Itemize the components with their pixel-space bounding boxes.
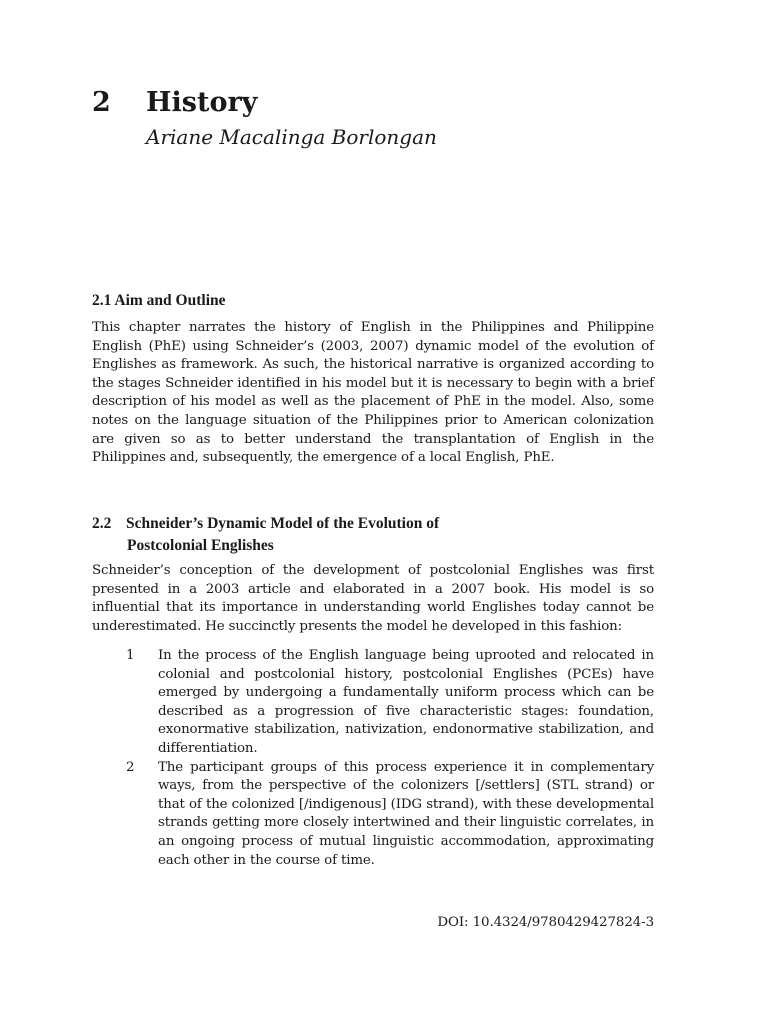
list-item-number: 2 [126,759,135,775]
list-item [124,647,654,759]
paragraph-aim-outline: This chapter narrates the history of English in the Philippines and Philippine English (PhE) using Schneider’s (2003, 2007) dynamic model of the evolution of Englishes as framework. As such, the historical narrative is organized according to the stages Schneider identified in his model but it is necessary to begin with a brief description of his model as well as the placement of PhE in the model. Also, some notes on the language situation of the Philippines prior to American colonization are given so as to better understand the transplantation of English in the Philippines and, subsequently, the emergence of a local English, PhE. [92,320,654,466]
list-item [124,759,654,871]
list-item-text: The participant groups of this process experience it in complementary ways, from the perspective of the colonizers [/settlers] (STL strand) or that of the colonized [/indigenous] (IDG strand), with these developmental strands getting more closely intertwined and their linguistic correlates, in an ongoing process of mutual linguistic accommodation, approximating each other in the course of time. [158,759,654,868]
section-heading-dynamic-model [92,513,562,557]
list-item-number: 1 [126,648,135,663]
chapter-author: Ariane Macalinga Borlongan [146,125,437,149]
chapter-number: 2 [92,87,111,118]
list-item-text: In the process of the English language being uprooted and relocated in colonial and postcolonial history, postcolonial Englishes (PCEs) have emerged by undergoing a fundamentally uniform process which can be described as a progression of five characteristic stages: foundation, exonormative stabilization, nativization, endonormative stabilization, and differentiation. [158,648,654,756]
doi-footer: DOI: 10.4324/9780429427824-3 [437,915,654,930]
chapter-title: History [146,87,258,118]
section-heading-line2: Postcolonial Englishes [127,537,274,554]
numbered-list [124,647,654,870]
section-heading-line1: Schneider’s Dynamic Model of the Evolution of [126,515,440,532]
paragraph-dynamic-model: Schneider’s conception of the development of postcolonial Englishes was first presented in a 2003 article and elaborated in a 2007 book. His model is so influential that its importance in understanding world Englishes today cannot be underestimated. He succinctly presents the model he developed in this fashion: [92,563,654,634]
section-heading-aim-outline: 2.1 Aim and Outline [92,292,226,309]
section-number: 2.2 [92,515,112,532]
